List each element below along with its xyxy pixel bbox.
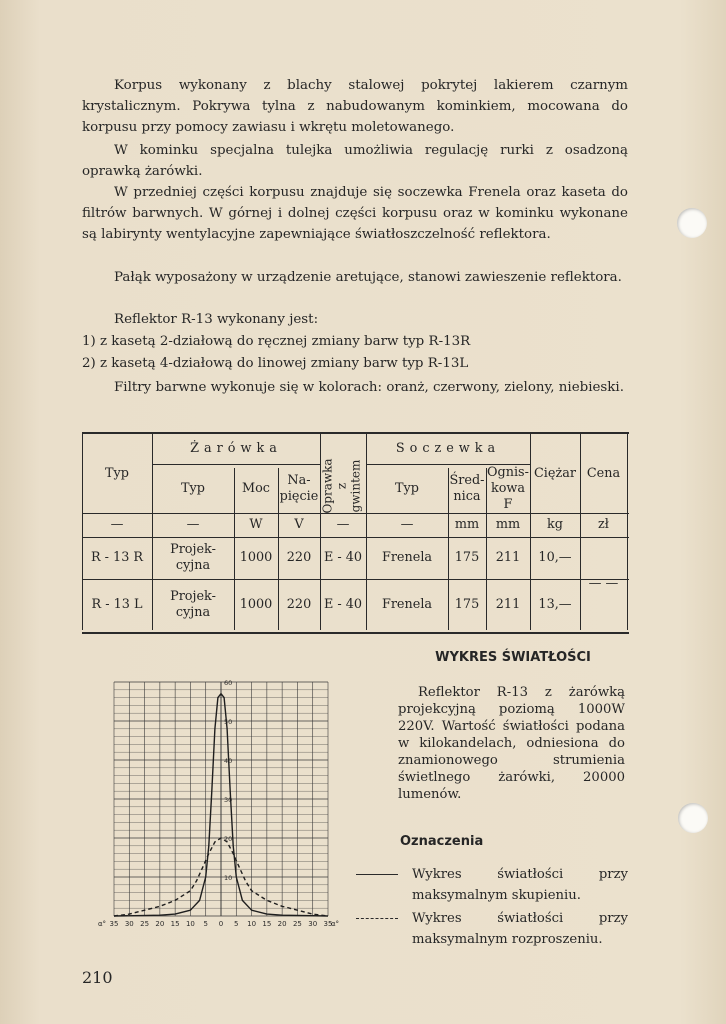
header-cena: Cena [586, 465, 621, 481]
row1-moc: 1000 [239, 550, 273, 565]
unit-cell: — [186, 517, 200, 532]
x-tick-label: 15 [262, 920, 272, 928]
paragraph-variants: Reflektor R-13 wykonany jest: [114, 312, 319, 327]
header-oprawka-text: Oprawka z gwintem [321, 458, 364, 514]
row2-oprawka: E - 40 [323, 596, 363, 612]
row2-typ: R - 13 L [91, 596, 143, 612]
row2-moc: 1000 [239, 596, 273, 612]
y-tick-label: 50 [224, 718, 233, 726]
unit-cell: — [110, 517, 124, 532]
y-tick-label: 40 [224, 757, 233, 765]
light-intensity-chart [97, 670, 350, 935]
paragraph-chimney: W kominku specjalna tulejka umożliwia regulację rurki z osadzoną oprawką żarówki. [82, 143, 628, 179]
unit-cell: zł [598, 517, 609, 532]
x-tick-label: 20 [155, 920, 165, 928]
unit-cell: V [294, 517, 304, 532]
x-tick-label: 5 [234, 920, 239, 928]
unit-cell: — [400, 517, 414, 532]
y-tick-label: 60 [224, 679, 233, 687]
x-tick-label: 35 [323, 920, 333, 928]
row2-ogniskowa: 211 [495, 596, 521, 612]
binder-hole [678, 803, 708, 833]
legend-text: Wykres światłości przy maksymalnym skupieniu. [412, 867, 628, 903]
row2-ciezar: 13,— [538, 596, 572, 612]
chart-title: WYKRES ŚWIATŁOŚCI [435, 650, 591, 665]
y-tick-label: 10 [224, 874, 233, 882]
y-tick-label: 20 [224, 835, 233, 843]
y-tick-label: 30 [224, 796, 233, 804]
x-tick-label: α° [97, 920, 107, 928]
unit-cell: — [336, 517, 350, 532]
legend-text: Wykres światłości przy maksymalnym rozproszeniu. [412, 911, 628, 947]
header-bulb-type: Typ [181, 480, 205, 496]
x-tick-label: 25 [292, 920, 302, 928]
paragraph-filters: Filtry barwne wykonuje się w kolorach: oranż, czerwony, zielony, niebieski. [114, 380, 624, 395]
x-tick-label: 10 [185, 920, 195, 928]
row1-soczewka: Frenela [381, 550, 433, 565]
header-moc: Moc [242, 480, 270, 496]
row1-ogniskowa: 211 [495, 550, 521, 565]
row2-soczewka: Frenela [381, 596, 433, 612]
header-zarowka: Żarówka [190, 441, 282, 456]
page-number: 210 [82, 968, 113, 987]
chart-description: Reflektor R-13 z żarówką projekcyjną poziomą 1000W 220V. Wartość światłości podana w kilokandelach, odniesiona do znamionowego strumienia świetlnego żarówki, 20000 lumenów. [398, 685, 625, 802]
row2-napiecie: 220 [286, 596, 312, 612]
x-tick-label: 35 [109, 920, 119, 928]
unit-cell: kg [547, 517, 563, 532]
list-item: 1) z kasetą 2-działową do ręcznej zmiany barw typ R-13R [82, 334, 471, 349]
row1-oprawka: E - 40 [323, 550, 363, 565]
unit-cell: mm [495, 517, 521, 532]
dashed-line-swatch [356, 918, 398, 919]
x-tick-label: 5 [203, 920, 208, 928]
paragraph-bracket: Pałąk wyposażony w urządzenie aretujące, stanowi zawieszenie reflektora. [114, 270, 622, 285]
row1-ciezar: 10,— [538, 550, 572, 565]
row2-srednica: 175 [454, 596, 480, 612]
binder-hole [677, 208, 707, 238]
list-item: 2) z kasetą 4-działową do linowej zmiany barw typ R-13L [82, 356, 469, 371]
x-tick-label: 20 [277, 920, 287, 928]
x-tick-label: 15 [170, 920, 180, 928]
x-tick-label: 10 [247, 920, 257, 928]
x-tick-label: α° [330, 920, 340, 928]
paragraph-housing: Korpus wykonany z blachy stalowej pokrytej lakierem czarnym krystalicznym. Pokrywa tylna z nabudowanym kominkiem, mocowana do korpusu przy pomocy zawiasu i wkrętu moletowanego. [82, 78, 628, 135]
row1-srednica: 175 [454, 550, 480, 565]
header-soczewka: Soczewka [395, 441, 501, 456]
unit-cell: W [249, 517, 263, 532]
header-napiecie: Na- pięcie [279, 472, 319, 504]
header-typ: Typ [105, 465, 129, 481]
x-tick-label: 30 [308, 920, 318, 928]
spec-table [82, 432, 629, 634]
row1-typ: R - 13 R [90, 550, 144, 565]
solid-line-swatch [356, 874, 398, 875]
row1-napiecie: 220 [286, 550, 312, 565]
header-ogniskowa: Ognis- kowa F [487, 464, 529, 512]
x-tick-label: 25 [140, 920, 150, 928]
x-tick-label: 0 [218, 920, 224, 928]
header-lens-type: Typ [395, 480, 419, 496]
row2-zarowka: Projek- cyjna [170, 588, 216, 620]
legend-title: Oznaczenia [400, 834, 484, 849]
paragraph-front: W przedniej części korpusu znajduje się soczewka Frenela oraz kaseta do filtrów barwnych. W górnej i dolnej części korpusu oraz w kominku wykonane są labirynty wentylacyjne zapewniające światłoszczelność reflektora. [82, 185, 628, 242]
row1-cena: — — [588, 575, 619, 591]
row1-zarowka: Projek- cyjna [170, 542, 216, 573]
unit-cell: mm [454, 517, 480, 532]
header-ciezar: Ciężar [534, 465, 576, 481]
header-srednica: Śred- nica [449, 472, 485, 504]
x-tick-label: 30 [124, 920, 134, 928]
